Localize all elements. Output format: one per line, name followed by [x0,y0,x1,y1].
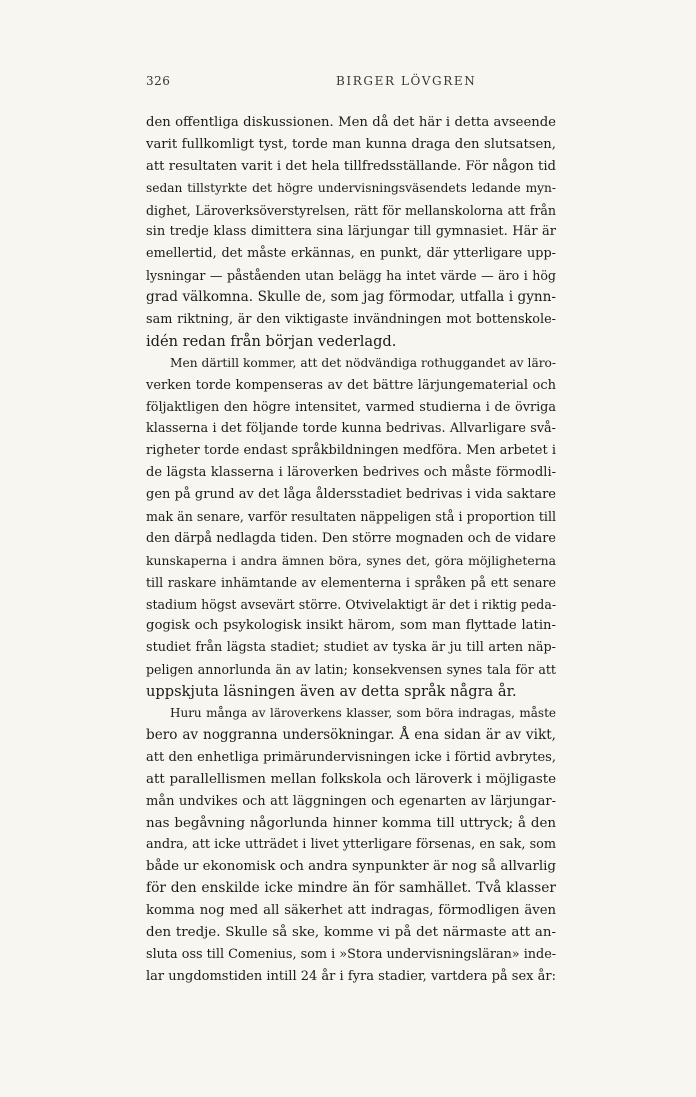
text-line: den tredje. Skulle så ske, komme vi på det närmaste att an- [146,924,556,940]
paragraph [146,703,556,988]
text-line: stadium högst avsevärt större. Otvivelaktigt är det i riktig peda- [146,596,557,612]
text-line: uppskjuta läsningen även av detta språk några år. [146,683,517,701]
text-line: bero av noggranna undersökningar. Å ena sidan är av vikt, [146,726,556,743]
text-line: grad välkomna. Skulle de, som jag förmodar, utfalla i gynn- [146,289,556,306]
text-line: varit fullkomligt tyst, torde man kunna draga den slutsatsen, [146,136,556,152]
page-number: 326 [146,74,171,88]
text-line: sam riktning, är den viktigaste invändningen mot bottenskole- [146,312,556,328]
text-line: att parallellismen mellan folkskola och läroverk i möjligaste [146,771,556,787]
text-line: emellertid, det måste erkännas, en punkt, där ytterligare upp- [146,246,556,262]
text-line: idén redan från början vederlagd. [146,332,397,350]
text-line: både ur ekonomisk och andra synpunkter är nog så allvarlig [146,859,556,875]
text-line: andra, att icke utträdet i livet ytterligare försenas, en sak, som [146,837,556,853]
text-line: Huru många av läroverkens klasser, som böra indragas, måste [170,706,556,721]
text-line: mak än senare, varför resultaten näppeligen stå i proportion till [146,509,556,525]
text-line: de lägsta klasserna i läroverken bedrives och måste förmodli- [146,465,556,481]
running-head [146,74,556,90]
text-line: dighet, Läroverksöverstyrelsen, rätt för mellanskolorna att från [146,202,556,218]
text-line: klasserna i det följande torde kunna bedrivas. Allvarligare svå- [146,421,556,437]
text-line: kunskaperna i andra ämnen böra, synes det, göra möjligheterna [146,552,556,568]
text-line: mån undvikes och att läggningen och egenarten av lärjungar- [146,793,556,809]
text-line: nas begåvning någorlunda hinner komma till uttryck; å den [146,815,556,831]
paragraph [146,112,556,353]
paragraph [146,353,556,703]
text-line: gen på grund av det låga åldersstadiet bedrivas i vida saktare [146,487,556,503]
text-line: sluta oss till Comenius, som i »Stora undervisningsläran» inde- [146,946,557,962]
text-line: peligen annorlunda än av latin; konsekvensen synes tala för att [146,662,556,678]
text-line: sin tredje klass dimittera sina lärjungar till gymnasiet. Här är [146,224,556,240]
text-line: gogisk och psykologisk insikt härom, som man flyttade latin- [146,618,556,634]
text-line: för den enskilde icke mindre än för samhället. Två klasser [146,880,556,897]
text-line: verken torde kompenseras av det bättre lärjungematerial och [146,377,556,393]
text-line: att den enhetliga primärundervisningen icke i förtid avbrytes, [146,749,556,765]
text-line: den därpå nedlagda tiden. Den större mognaden och de vidare [146,530,556,546]
text-line: lysningar — påståenden utan belägg ha intet värde — äro i hög [146,268,556,284]
text-line: den offentliga diskussionen. Men då det här i detta avseende [146,115,556,130]
running-head-author: BIRGER LÖVGREN [336,74,477,88]
text-line: righeter torde endast språkbildningen medföra. Men arbetet i [146,443,556,459]
text-line: lar ungdomstiden intill 24 år i fyra stadier, vartdera på sex år: [146,968,556,984]
body-text [146,112,556,988]
text-line: Men därtill kommer, att det nödvändiga rothuggandet av läro- [170,355,556,370]
text-line: komma nog med all säkerhet att indragas, förmodligen även [146,903,556,919]
text-line: studiet från lägsta stadiet; studiet av tyska är ju till arten näp- [146,640,556,656]
text-line: följaktligen den högre intensitet, varmed studierna i de övriga [146,399,556,415]
text-line: till raskare inhämtande av elementerna i språken på ett senare [146,574,556,590]
text-line: sedan tillstyrkte det högre undervisningsväsendets ledande myn- [146,180,556,195]
text-line: att resultaten varit i det hela tillfredsställande. För någon tid [146,158,556,174]
